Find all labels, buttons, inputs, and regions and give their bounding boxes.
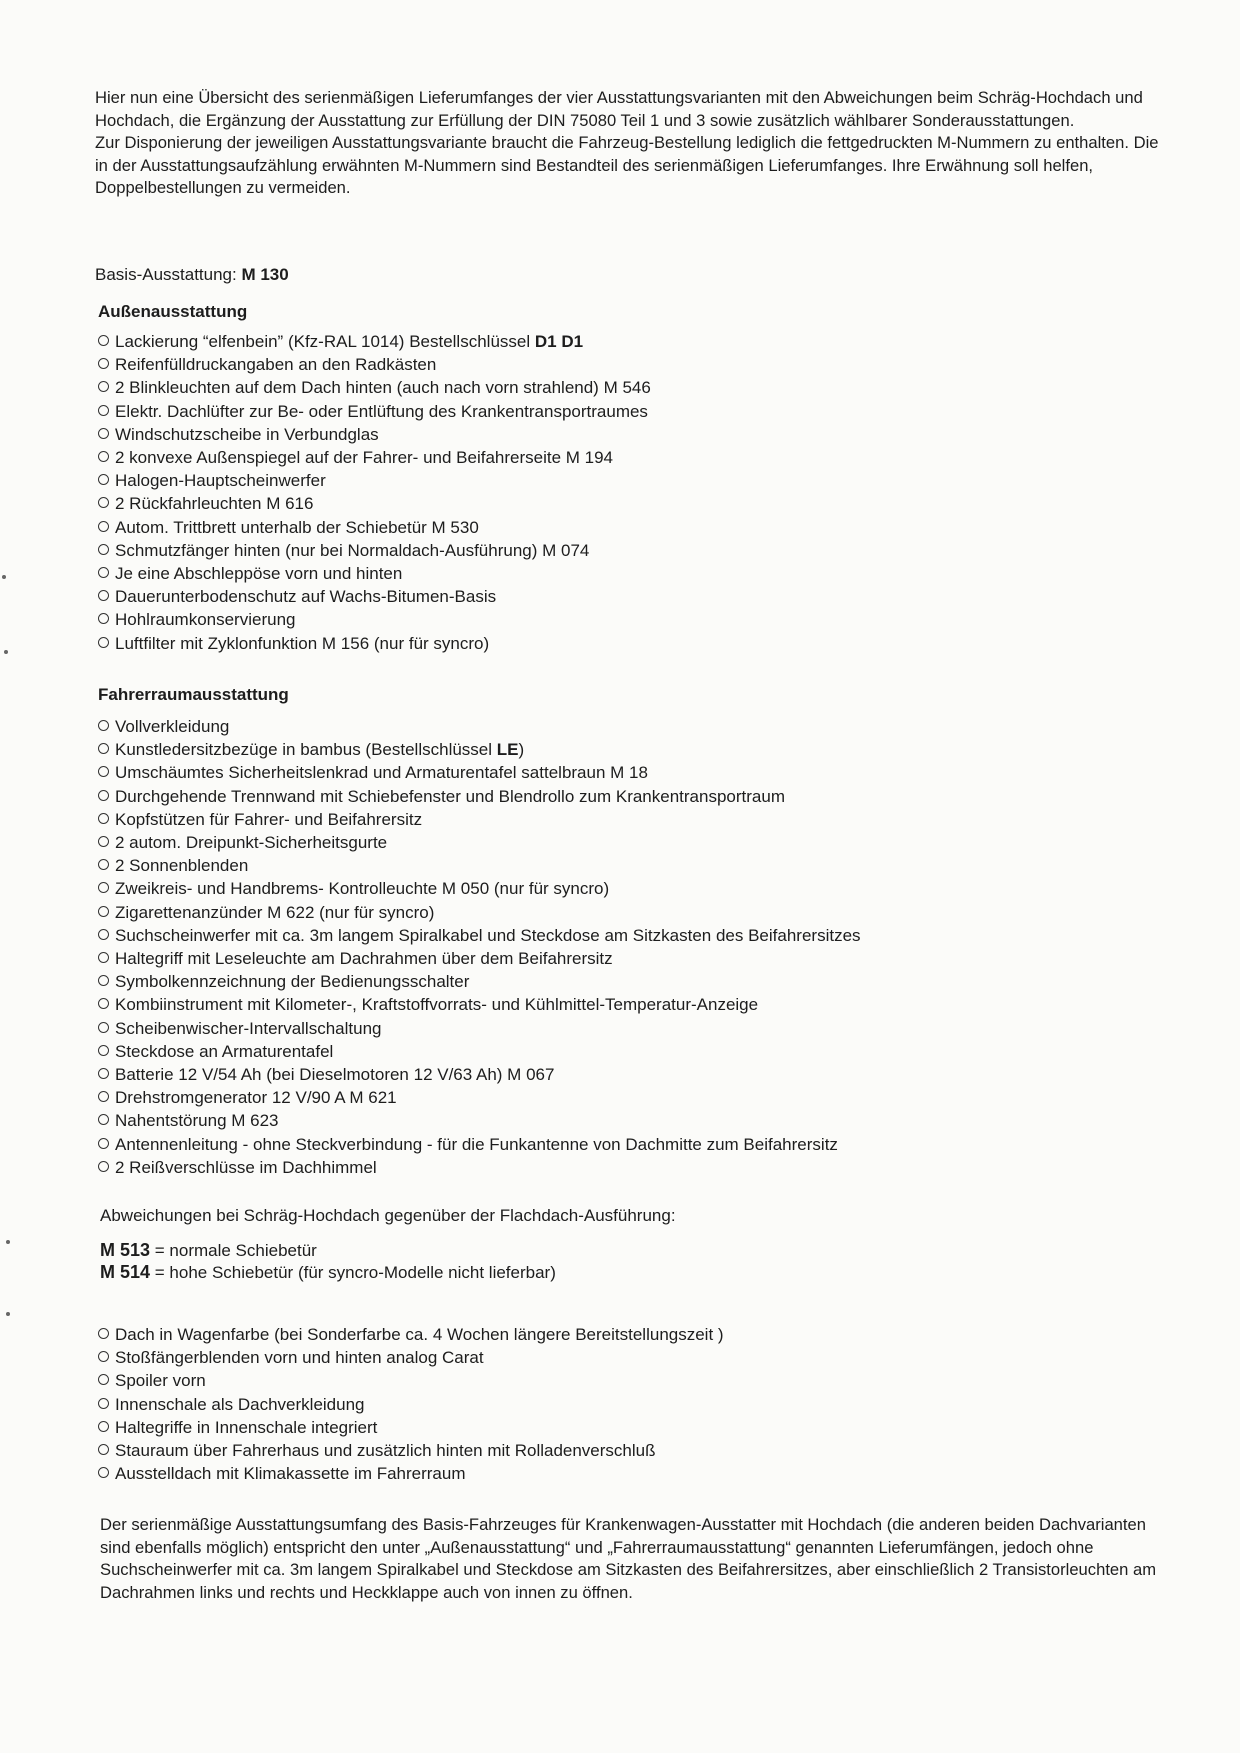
list-item: Stauraum über Fahrerhaus und zusätzlich hinten mit Rolladenverschluß [98,1439,1158,1462]
list-item: Symbolkennzeichnung der Bedienungsschalter [98,970,1158,993]
list-item: Windschutzscheibe in Verbundglas [98,423,1158,446]
bullet-icon [98,451,109,462]
list-item: 2 konvexe Außenspiegel auf der Fahrer- und Beifahrerseite M 194 [98,446,1158,469]
bullet-icon [98,474,109,485]
bullet-icon [98,381,109,392]
bullet-icon [98,1114,109,1125]
scan-mark [6,1312,10,1316]
list-item: 2 Reißverschlüsse im Dachhimmel [98,1156,1158,1179]
bullet-icon [98,590,109,601]
list-item: Kopfstützen für Fahrer- und Beifahrersitz [98,808,1158,831]
intro-paragraph-2: Zur Disponierung der jeweiligen Ausstattungsvariante braucht die Fahrzeug-Bestellung lediglich die fettgedruckten M-Nummern zu enthalten. Die in der Ausstattungsaufzählung erwähnten M-Nummern sind Bestandteil des serienmäßigen Lieferumfanges. Ihre Erwähnung soll helfen, Doppelbestellungen zu vermeiden. [95,133,1159,197]
aussen-list [98,330,1158,655]
bullet-icon [98,813,109,824]
fahrer-list [98,715,1158,1179]
bullet-icon [98,1068,109,1079]
list-item: Luftfilter mit Zyklonfunktion M 156 (nur für syncro) [98,632,1158,655]
bullet-icon [98,405,109,416]
bullet-icon [98,1467,109,1478]
list-item: Hohlraumkonservierung [98,608,1158,631]
bullet-icon [98,1091,109,1102]
list-item: Halogen-Hauptscheinwerfer [98,469,1158,492]
bullet-icon [98,836,109,847]
intro-paragraph-1: Hier nun eine Übersicht des serienmäßigen Lieferumfanges der vier Ausstattungsvarianten mit den Abweichungen beim Schräg-Hochdach und Hochdach, die Ergänzung der Ausstattung zur Erfüllung der DIN 75080 Teil 1 und 3 sowie zusätzlich wählbarer Sonderausstattungen. [95,88,1143,130]
list-item: Je eine Abschleppöse vorn und hinten [98,562,1158,585]
bullet-icon [98,358,109,369]
bullet-icon [98,952,109,963]
scan-mark [6,1240,10,1244]
outro-paragraph: Der serienmäßige Ausstattungsumfang des Basis-Fahrzeuges für Krankenwagen-Ausstatter mit Hochdach (die anderen beiden Dachvarianten sind ebenfalls möglich) entspricht den unter „Außenausstattung“ und „Fahrerraumausstattung“ genannten Lieferumfängen, jedoch ohne Suchscheinwerfer mit ca. 3m langem Spiralkabel und Steckdose am Sitzkasten des Beifahrersitzes, aber einschließlich 2 Transistorleuchten am Dachrahmen links und rechts und Heckklappe auch von innen zu öffnen. [100,1515,1157,1602]
bullet-icon [98,1398,109,1409]
list-item: Lackierung “elfenbein” (Kfz-RAL 1014) Bestellschlüssel D1 D1 [98,330,1158,353]
intro-text [95,87,1165,200]
fahrer-heading: Fahrerraumausstattung [98,685,289,704]
basis-code: M 130 [241,265,289,284]
list-item: Innenschale als Dachverkleidung [98,1393,1158,1416]
list-item: Umschäumtes Sicherheitslenkrad und Armaturentafel sattelbraun M 18 [98,761,1158,784]
aussen-heading: Außenausstattung [98,302,248,321]
list-item: Batterie 12 V/54 Ah (bei Dieselmotoren 12 V/63 Ah) M 067 [98,1063,1158,1086]
list-item: Nahentstörung M 623 [98,1109,1158,1132]
bullet-icon [98,1045,109,1056]
list-item: Haltegriffe in Innenschale integriert [98,1416,1158,1439]
bullet-icon [98,567,109,578]
m513-row: M 513 = normale Schiebetür [100,1240,317,1260]
list-item: 2 Blinkleuchten auf dem Dach hinten (auch nach vorn strahlend) M 546 [98,376,1158,399]
list-item: Ausstelldach mit Klimakassette im Fahrerraum [98,1462,1158,1485]
list-item: Stoßfängerblenden vorn und hinten analog Carat [98,1346,1158,1369]
list-item: 2 Sonnenblenden [98,854,1158,877]
list-item: Autom. Trittbrett unterhalb der Schiebetür M 530 [98,516,1158,539]
list-item: Haltegriff mit Leseleuchte am Dachrahmen über dem Beifahrersitz [98,947,1158,970]
abweichungen-heading: Abweichungen bei Schräg-Hochdach gegenüber der Flachdach-Ausführung: [100,1206,676,1225]
bullet-icon [98,1374,109,1385]
bullet-icon [98,790,109,801]
bullet-icon [98,906,109,917]
bullet-icon [98,882,109,893]
bullet-icon [98,335,109,346]
list-item: Spoiler vorn [98,1369,1158,1392]
list-item: Zweikreis- und Handbrems- Kontrolleuchte M 050 (nur für syncro) [98,877,1158,900]
bullet-icon [98,497,109,508]
bullet-icon [98,1328,109,1339]
bullet-icon [98,859,109,870]
list-item: 2 Rückfahrleuchten M 616 [98,492,1158,515]
m514-row: M 514 = hohe Schiebetür (für syncro-Modelle nicht lieferbar) [100,1262,556,1282]
bullet-icon [98,975,109,986]
bullet-icon [98,1138,109,1149]
list-item: Durchgehende Trennwand mit Schiebefenster und Blendrollo zum Krankentransportraum [98,785,1158,808]
bullet-icon [98,929,109,940]
list-item: Dauerunterbodenschutz auf Wachs-Bitumen-Basis [98,585,1158,608]
list-item: Kunstledersitzbezüge in bambus (Bestellschlüssel LE) [98,738,1158,761]
bullet-icon [98,743,109,754]
list-item: Zigarettenanzünder M 622 (nur für syncro) [98,901,1158,924]
list-item: Schmutzfänger hinten (nur bei Normaldach-Ausführung) M 074 [98,539,1158,562]
bullet-icon [98,521,109,532]
list-item: 2 autom. Dreipunkt-Sicherheitsgurte [98,831,1158,854]
list-item: Reifenfülldruckangaben an den Radkästen [98,353,1158,376]
bullet-icon [98,1421,109,1432]
bullet-icon [98,544,109,555]
list-item: Dach in Wagenfarbe (bei Sonderfarbe ca. 4 Wochen längere Bereitstellungszeit ) [98,1323,1158,1346]
scan-mark [4,650,8,654]
bullet-icon [98,1161,109,1172]
list-item: Elektr. Dachlüfter zur Be- oder Entlüftung des Krankentransportraumes [98,400,1158,423]
list-item: Drehstromgenerator 12 V/90 A M 621 [98,1086,1158,1109]
bullet-icon [98,1022,109,1033]
list-item: Suchscheinwerfer mit ca. 3m langem Spiralkabel und Steckdose am Sitzkasten des Beifahrersitzes [98,924,1158,947]
list-item: Kombiinstrument mit Kilometer-, Kraftstoffvorrats- und Kühlmittel-Temperatur-Anzeige [98,993,1158,1016]
bullet-icon [98,637,109,648]
bullet-icon [98,766,109,777]
basis-heading [95,264,1165,287]
bullet-icon [98,998,109,1009]
list-item: Scheibenwischer-Intervallschaltung [98,1017,1158,1040]
abweichungen-list [98,1323,1158,1485]
bullet-icon [98,1444,109,1455]
list-item: Steckdose an Armaturentafel [98,1040,1158,1063]
bullet-icon [98,613,109,624]
bullet-icon [98,1351,109,1362]
scan-mark [2,575,6,579]
basis-label: Basis-Ausstattung: [95,265,242,284]
list-item: Antennenleitung - ohne Steckverbindung - für die Funkantenne von Dachmitte zum Beifahrersitz [98,1133,1158,1156]
bullet-icon [98,720,109,731]
list-item: Vollverkleidung [98,715,1158,738]
bullet-icon [98,428,109,439]
